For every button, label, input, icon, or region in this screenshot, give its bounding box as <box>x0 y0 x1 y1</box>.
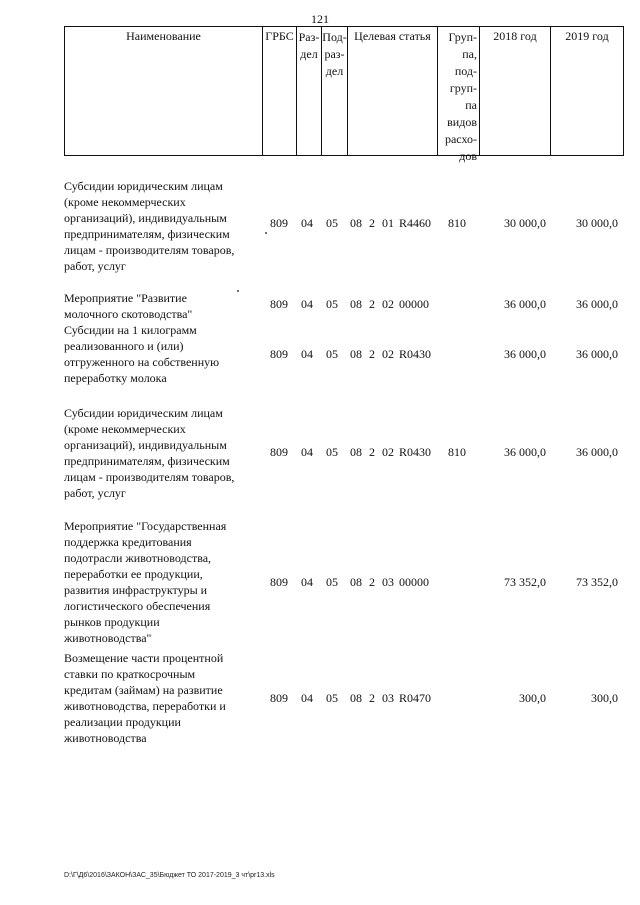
amount-2019: 36 000,0 <box>576 297 618 311</box>
amount-2019: 36 000,0 <box>576 347 618 361</box>
target-article-part: 03 <box>382 575 394 589</box>
subsection-code: 05 <box>326 445 338 459</box>
target-article-part: 08 <box>350 445 362 459</box>
target-article-part: 08 <box>350 297 362 311</box>
header-2018-cell <box>479 27 550 155</box>
row-name: Мероприятие "Государственная поддержка кредитования подотрасли животноводства, переработки ее продукции, развития инфраструктуры и логистического обеспечения рынков продукции животноводства" <box>64 519 227 645</box>
row-values <box>0 346 640 362</box>
header-2019: 2019 год <box>565 29 609 43</box>
target-article-part: 08 <box>350 216 362 230</box>
section-code: 04 <box>301 575 313 589</box>
row-values <box>0 296 640 312</box>
header-2019-cell <box>550 27 623 155</box>
row-name: Субсидии юридическим лицам (кроме некоммерческих организаций), индивидуальным предпринимателям, физическим лицам - производителям товаров, работ, услуг <box>64 406 235 500</box>
target-article-part: 08 <box>350 575 362 589</box>
section-code: 04 <box>301 297 313 311</box>
row-values <box>0 215 640 231</box>
subsection-code: 05 <box>326 216 338 230</box>
amount-2019: 36 000,0 <box>576 445 618 459</box>
target-article-part: 2 <box>369 297 375 311</box>
amount-2018: 73 352,0 <box>504 575 546 589</box>
subsection-code: 05 <box>326 575 338 589</box>
grbs-code: 809 <box>270 216 288 230</box>
target-article-part: 00000 <box>399 575 429 589</box>
header-podrazdel: Под- раз- дел <box>322 30 347 78</box>
row-name: Возмещение части процентной ставки по краткосрочным кредитам (займам) на развитие животноводства, переработки и реализации продукции животноводства <box>64 651 226 745</box>
amount-2018: 30 000,0 <box>504 216 546 230</box>
target-article-part: 02 <box>382 347 394 361</box>
amount-2018: 300,0 <box>519 691 546 705</box>
amount-2018: 36 000,0 <box>504 297 546 311</box>
amount-2019: 300,0 <box>591 691 618 705</box>
header-target-article: Целевая статья <box>354 29 431 43</box>
amount-2019: 30 000,0 <box>576 216 618 230</box>
row-values <box>0 690 640 706</box>
target-article-part: 02 <box>382 297 394 311</box>
section-code: 04 <box>301 691 313 705</box>
header-target-article-cell <box>347 27 437 155</box>
header-razdel: Раз- дел <box>298 30 320 61</box>
amount-2018: 36 000,0 <box>504 445 546 459</box>
target-article-part: 2 <box>369 347 375 361</box>
scan-speck <box>265 232 267 234</box>
grbs-code: 809 <box>270 575 288 589</box>
row-name: Субсидии на 1 килограмм реализованного и (или) отгруженного на собственную переработку молока <box>64 323 220 385</box>
row-name: Мероприятие "Развитие молочного скотоводства" <box>64 291 193 321</box>
target-article-part: 02 <box>382 445 394 459</box>
row-values <box>0 574 640 590</box>
header-group: Груп- па, под- груп- па видов расхо- дов <box>444 30 477 163</box>
target-article-part: 2 <box>369 575 375 589</box>
target-article-part: 2 <box>369 445 375 459</box>
target-article-part: R4460 <box>399 216 432 230</box>
section-code: 04 <box>301 347 313 361</box>
section-code: 04 <box>301 445 313 459</box>
section-code: 04 <box>301 216 313 230</box>
grbs-code: 809 <box>270 297 288 311</box>
header-podrazdel-cell <box>321 27 347 155</box>
table-header <box>64 26 624 163</box>
target-article-part: 01 <box>382 216 394 230</box>
target-article-part: 2 <box>369 691 375 705</box>
target-article-part: R0430 <box>399 347 432 361</box>
subsection-code: 05 <box>326 691 338 705</box>
header-name: Наименование <box>126 29 201 43</box>
file-path-footer: D:\Г\Д6\2016\ЗАКОН\ЗАС_35\Бюджет ТО 2017-2019_3 чт\рr13.xls <box>64 872 275 879</box>
row-name: Субсидии юридическим лицам (кроме некоммерческих организаций), индивидуальным предпринимателям, физическим лицам - производителям товаров, работ, услуг <box>64 179 235 273</box>
target-article-part: 08 <box>350 347 362 361</box>
header-razdel-cell <box>296 27 321 155</box>
expense-group-code: 810 <box>448 216 466 230</box>
target-article-part: R0430 <box>399 445 432 459</box>
header-name-cell <box>65 27 262 155</box>
grbs-code: 809 <box>270 691 288 705</box>
expense-group-code: 810 <box>448 445 466 459</box>
header-grbs-cell <box>262 27 296 155</box>
target-article-part: 00000 <box>399 297 429 311</box>
target-article-part: 08 <box>350 691 362 705</box>
grbs-code: 809 <box>270 445 288 459</box>
amount-2018: 36 000,0 <box>504 347 546 361</box>
target-article-part: R0470 <box>399 691 432 705</box>
header-2018: 2018 год <box>493 29 537 43</box>
target-article-part: 03 <box>382 691 394 705</box>
subsection-code: 05 <box>326 297 338 311</box>
subsection-code: 05 <box>326 347 338 361</box>
row-values <box>0 444 640 460</box>
header-group-cell <box>437 27 479 163</box>
target-article-part: 2 <box>369 216 375 230</box>
grbs-code: 809 <box>270 347 288 361</box>
scan-speck <box>237 290 239 292</box>
amount-2019: 73 352,0 <box>576 575 618 589</box>
page-number: 121 <box>311 12 329 26</box>
header-grbs: ГРБС <box>265 29 294 43</box>
